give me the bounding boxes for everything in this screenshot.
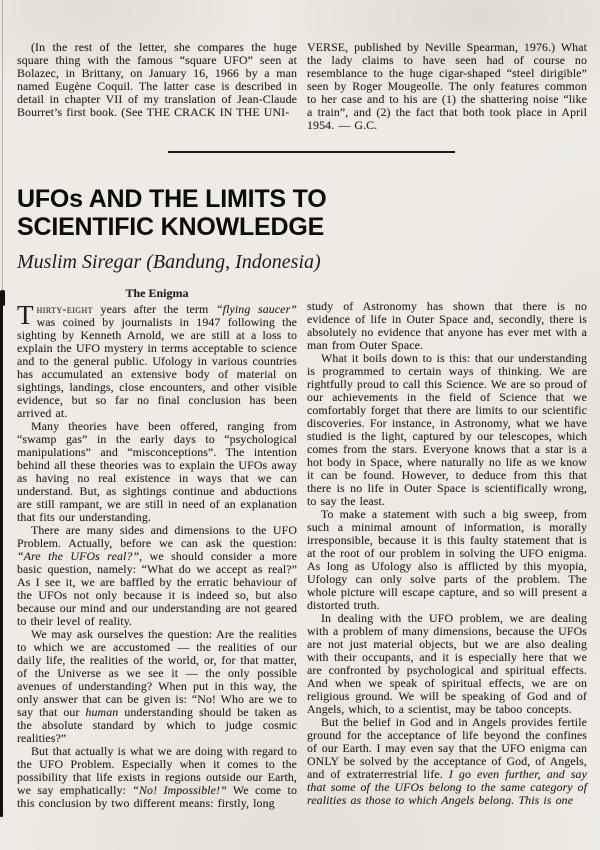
text-segment: What it boils down to is this: that our understanding is programmed to certain ways of thinking. We are rightfully proud to call this Science. We are so proud of our achievements in the field of Science that we comfortably forget that there are limits to our scientific discoveries. For instance, in Astronomy, what we have studied is the light, captured by our telescopes, which comes from the stars. Everyone knows that a star is a hot body in Space, where naturally no life as we know it can be found. However, to deduce from this that there is no life in Outer Space is scientifically wrong, to say the least. [307, 351, 587, 508]
article-title-line2: SCIENTIFIC KNOWLEDGE [17, 212, 325, 241]
body-paragraph [17, 524, 297, 628]
body-left-paragraphs [17, 300, 298, 810]
body-right-paragraphs [307, 300, 587, 807]
body-paragraph [307, 300, 587, 352]
text-segment: (In the rest of the letter, she compares the huge square thing with the famous “square UFO” seen at Bolazec, in Brittany, on January 16, 1966 by a man named Eugène Coquil. The latter case is described in detail in chapter VII of my translation of Jean-Claude Bourret’s first book. (See THE CRACK IN THE UNI- [17, 40, 297, 119]
drop-cap: T [17, 300, 34, 330]
body-paragraph [17, 745, 297, 810]
text-segment: “flying saucer” [215, 302, 298, 316]
scan-edge-line-faint [2, 0, 3, 305]
text-segment: was coined by journalists in 1947 following the sighting by Kenneth Arnold, we are still at a loss to explain the UFO mystery in terms acceptable to science and to the general public. Ufology in various countries has accumulated an extensive body of material on sightings, landings, close encounters, and other visible evidence, but so far no final conclusion has been arrived at. [17, 315, 297, 420]
article-title-line1: UFOs AND THE LIMITS TO [17, 185, 327, 213]
article-body [17, 287, 587, 810]
text-segment: , we should consider a more basic question, namely: “What do we accept as real?” As I see it, we are baffled by the erratic behaviour of the UFOs not only because it is indeed so, but also because our mind and our understanding are not geared to their level of reality. [17, 549, 298, 628]
body-paragraph [17, 300, 298, 420]
text-segment: understanding should be taken as the absolute standard by which to judge cosmic realities?” [17, 705, 297, 745]
text-segment: But the belief in God and in Angels provides fertile ground for the acceptance of life beyond the confines of our Earth. I may even say that the UFO enigma can ONLY be solved by the acceptance of God, of Angels, and of extraterrestrial life. [307, 715, 587, 781]
intro-section [17, 0, 587, 132]
text-segment: hirty-eight [36, 302, 93, 316]
body-paragraph [307, 612, 587, 716]
text-segment: In dealing with the UFO problem, we are dealing with a problem of many dimensions, because the UFOs are not just material objects, but we are also dealing with their occupants, and it is especially here that we are confronted by psychological and spiritual effects. And when we speak of spiritual effects, we are on religious ground. We will be speaking of God and of Angels, which, to a scientist, may be taboo concepts. [307, 611, 587, 716]
scan-edge-line-dark [0, 293, 3, 817]
article-author: Muslim Siregar (Bandung, Indonesia) [17, 251, 321, 273]
text-segment: There are many sides and dimensions to the UFO Problem. Actually, before we can ask the question: [17, 523, 297, 550]
text-segment: I go even further, and say that some of the UFOs belong to the same category of realities as those to which Angels belong. This is one [307, 767, 587, 807]
body-right-column [307, 287, 587, 810]
body-paragraph [17, 41, 297, 119]
text-segment: “Are the UFOs real?” [17, 549, 140, 563]
text-segment: years after the term [92, 302, 216, 316]
text-segment: But that actually is what we are doing with regard to the UFO Problem. Especially when it comes to the possibility that life exists in regions outside our Earth, we say emphatically: [17, 744, 297, 797]
text-segment: We come to this conclusion by two different means: firstly, long [17, 783, 297, 810]
body-paragraph [307, 508, 587, 612]
text-segment: Many theories have been offered, ranging from “swamp gas” in the early days to “psychological manipulations” and “misconceptions”. The intention behind all these theories was to explain the UFOs away as having no real existence in ways that we can understand. But, as sightings continue and abductions are still rampant, we are still in need of an explanation that fits our understanding. [17, 419, 297, 524]
text-segment: study of Astronomy has shown that there is no evidence of life in Outer Space and, secondly, there is absolutely no evidence that anyone has ever met with a man from Outer Space. [307, 299, 587, 352]
body-paragraph [307, 41, 587, 132]
section-heading: The Enigma [125, 286, 189, 300]
text-segment: human [85, 705, 119, 719]
scan-edge-blob [0, 290, 5, 306]
text-segment: To make a statement with such a big sweep, from such a minimal amount of information, is morally irresponsible, because it is this faulty statement that is at the root of our problem in solving the UFO enigma. As long as Ufology also is afflicted by this myopia, Ufology can only solve parts of the problem. The whole picture will escape capture, and so will present a distorted truth. [307, 507, 587, 612]
intro-right-column [307, 41, 587, 132]
text-segment: VERSE, published by Neville Spearman, 1976.) What the lady claims to have seen had of course no resemblance to the huge cigar-shaped “steel dirigible” seen by Roger Mougeolle. The only features common to her case and to his are (1) the shattering noise “like a train”, and (2) the fact that both took place in April 1954. — G.C. [307, 40, 587, 132]
text-segment: “No! Impossible!” [132, 783, 227, 797]
text-segment: We may ask ourselves the question: Are the realities to which we are accustomed — the realities of our daily life, the realities of the world, or, for that matter, of the Universe as we see it — the only possible avenues of understanding? When put in this way, the only answer that can be given is: “No! Who are we to say that our [17, 627, 297, 719]
article-title [17, 186, 587, 241]
intro-left-column [17, 41, 297, 132]
body-left-column [17, 287, 297, 810]
body-paragraph [17, 420, 297, 524]
page-content [17, 0, 587, 810]
body-paragraph [307, 352, 587, 508]
body-paragraph [17, 628, 297, 745]
body-paragraph [307, 716, 587, 807]
section-divider [168, 151, 455, 153]
